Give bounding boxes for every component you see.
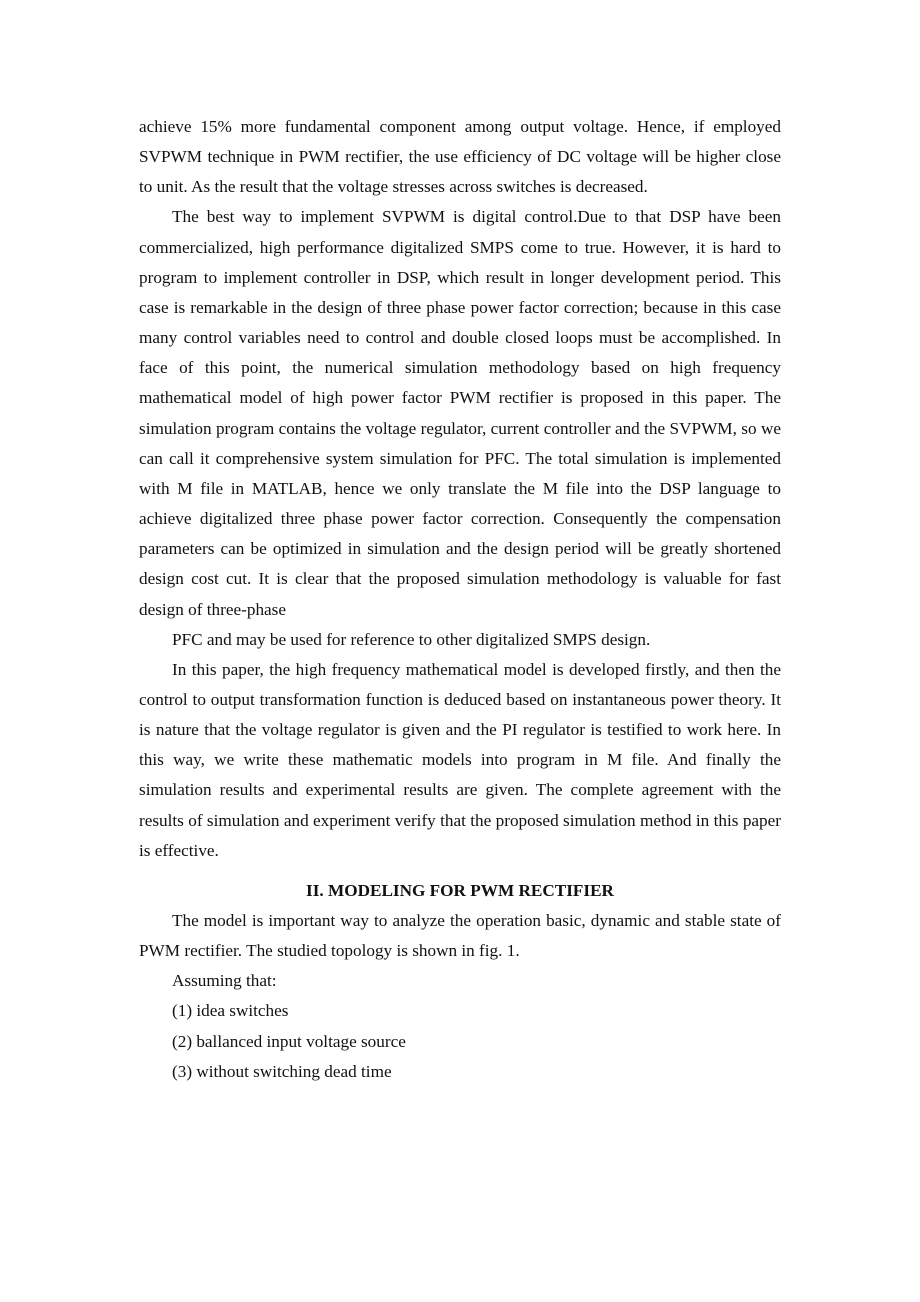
assumption-item: (1) idea switches [172, 1001, 289, 1021]
paragraph-pfc-reference: PFC and may be used for reference to other digitalized SMPS design. [172, 629, 651, 649]
paragraph-intro-continuation: achieve 15% more fundamental component among output voltage. Hence, if employed SVPWM technique in PWM rectifier, the use efficiency of DC voltage will be higher close to unit. As the result that the voltage stresses across switches is decreased. [139, 117, 781, 197]
assumption-item: (3) without switching dead time [172, 1061, 392, 1081]
paragraph-paper-outline: In this paper, the high frequency mathematical model is developed firstly, and then the control to output transformation function is deduced based on instantaneous power theory. It is nature that the voltage regulator is given and the PI regulator is testified to work here. In this way, we write these mathematic models into program in M file. And finally the simulation results and experimental results are given. The complete agreement with the results of simulation and experiment verify that the proposed simulation method in this paper is effective. [139, 659, 781, 860]
document-page [139, 112, 781, 1087]
assumption-item: (2) ballanced input voltage source [172, 1031, 406, 1051]
section-heading: II. MODELING FOR PWM RECTIFIER [306, 880, 614, 900]
section-spacer [139, 866, 781, 871]
paragraph-svpwm-digital-control: The best way to implement SVPWM is digital control.Due to that DSP have been commercialized, high performance digitalized SMPS come to true. However, it is hard to program to implement controller in DSP, which result in longer development period. This case is remarkable in the design of three phase power factor correction; because in this case many control variables need to control and double closed loops must be accomplished. In face of this point, the numerical simulation methodology based on high frequency mathematical model of high power factor PWM rectifier is proposed in this paper. The simulation program contains the voltage regulator, current controller and the SVPWM, so we can call it comprehensive system simulation for PFC. The total simulation is implemented with M file in MATLAB, hence we only translate the M file into the DSP language to achieve digitalized three phase power factor correction. Consequently the compensation parameters can be optimized in simulation and the design period will be greatly shortened design cost cut. It is clear that the proposed simulation methodology is valuable for fast design of three-phase [139, 207, 781, 619]
paragraph-assuming: Assuming that: [172, 971, 277, 991]
paragraph-model-intro: The model is important way to analyze the operation basic, dynamic and stable state of PWM rectifier. The studied topology is shown in fig. 1. [139, 910, 781, 961]
